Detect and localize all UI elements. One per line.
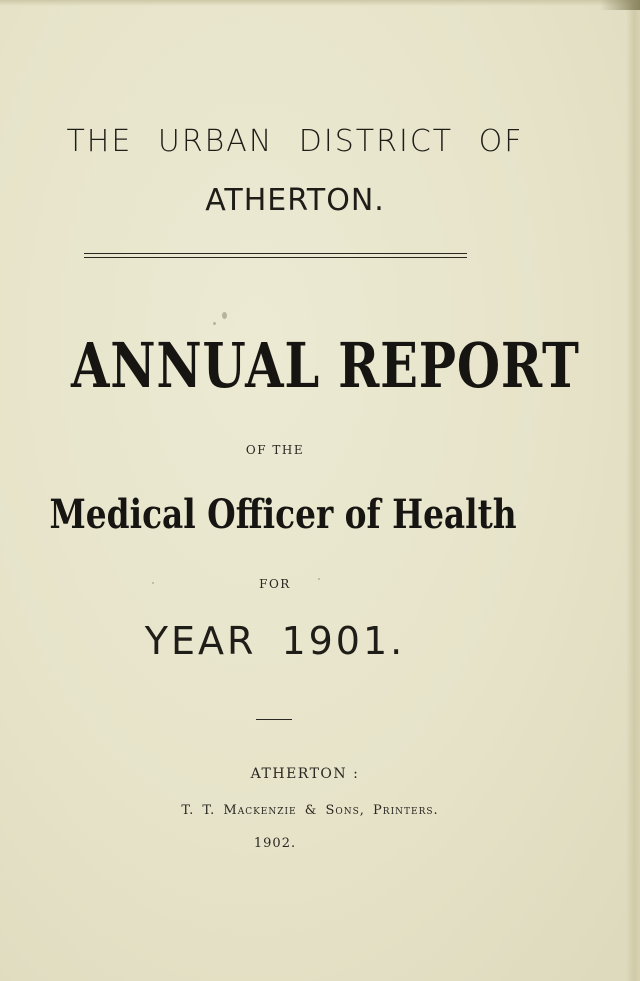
imprint-date: 1902. bbox=[253, 836, 297, 851]
double-rule-divider bbox=[84, 253, 467, 258]
heading-line-1: THE URBAN DISTRICT OF bbox=[66, 124, 524, 159]
of-the-text: OF THE bbox=[245, 443, 305, 457]
paper-speck bbox=[213, 322, 216, 325]
imprint-printer: T. T. Mackenzie & Sons, Printers. bbox=[181, 803, 439, 818]
short-rule-divider bbox=[256, 719, 292, 720]
page-top-edge bbox=[0, 0, 640, 6]
page-corner-mark bbox=[600, 0, 640, 10]
report-subject: Medical Officer of Health bbox=[49, 491, 517, 538]
for-text: FOR bbox=[259, 577, 291, 591]
paper-speck bbox=[318, 578, 320, 580]
paper-speck bbox=[222, 312, 227, 319]
heading-line-2: ATHERTON. bbox=[205, 183, 385, 218]
imprint-place: ATHERTON : bbox=[250, 766, 360, 782]
report-year: YEAR 1901. bbox=[144, 619, 406, 663]
page-right-edge bbox=[626, 0, 640, 981]
report-title: ANNUAL REPORT bbox=[71, 329, 580, 402]
paper-speck bbox=[152, 582, 154, 584]
